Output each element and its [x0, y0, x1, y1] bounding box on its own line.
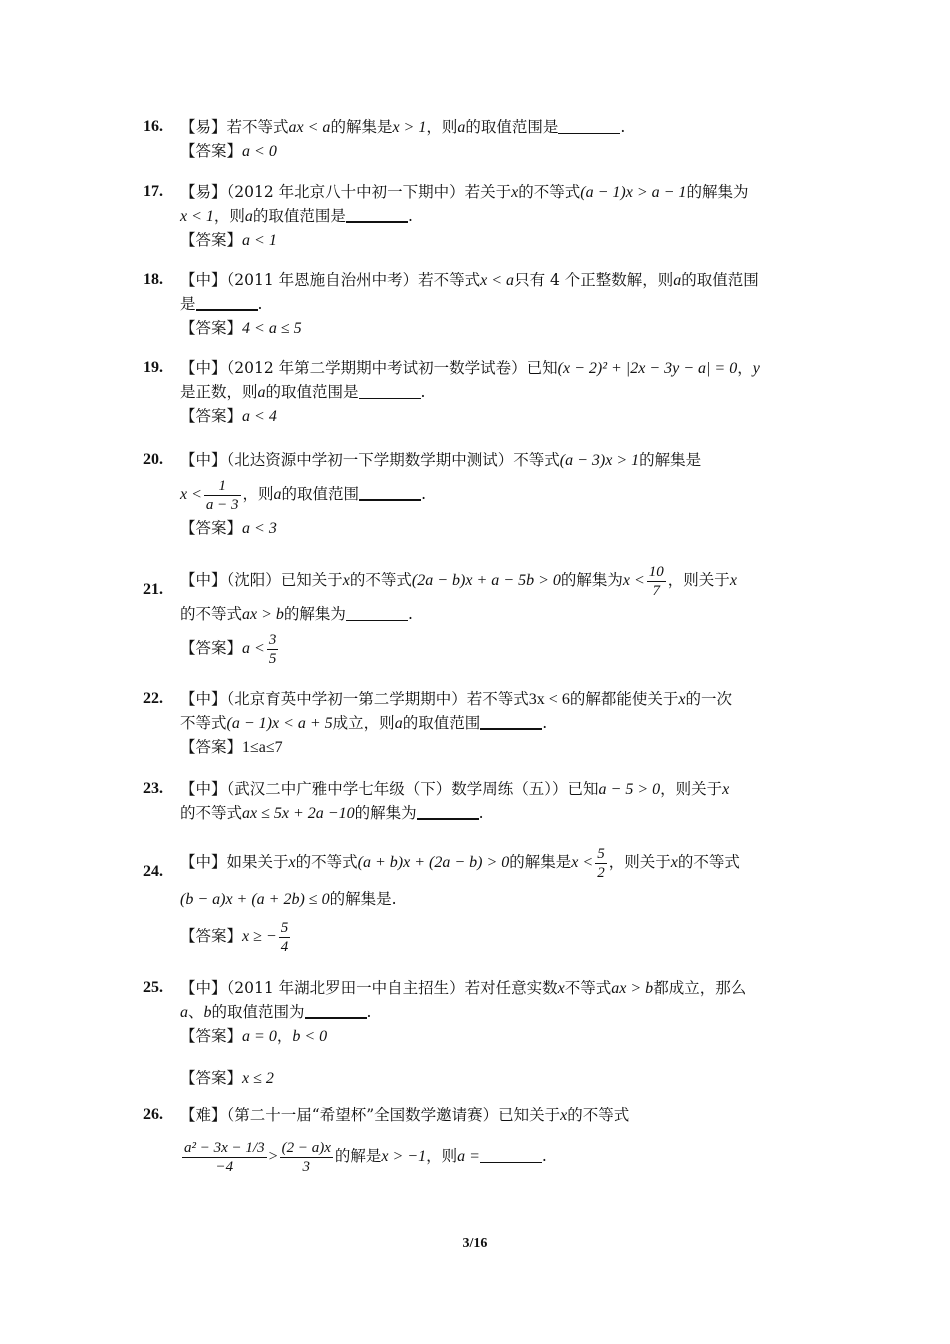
answer-label: 【答案】 — [180, 738, 243, 756]
math-var: a — [457, 119, 466, 136]
answer-label: 【答案】 — [180, 1027, 243, 1045]
stem-text: 的解集为 — [354, 804, 417, 822]
math-inequality: ax > b — [611, 980, 654, 997]
fraction-denominator: a − 3 — [205, 496, 239, 513]
math-set: x < — [622, 572, 645, 589]
stem-text: 的不等式 — [180, 605, 243, 623]
stem-text: ，则关于 — [660, 780, 723, 798]
stem-text: 的取值范围是 — [465, 118, 559, 136]
stem-text: 不等式 — [180, 714, 227, 732]
math-var: a — [273, 486, 282, 503]
math-set: x < — [571, 854, 594, 871]
math-inequality: (a − 1)x > a − 1 — [580, 184, 687, 201]
fraction-denominator: 7 — [647, 581, 666, 600]
stem-text: 已知 — [567, 780, 599, 798]
period: . — [407, 207, 413, 225]
math-operator: > — [268, 1148, 278, 1165]
math-var: x — [670, 854, 678, 871]
math-condition: a − 5 > 0 — [598, 781, 661, 798]
stem-text: 的取值范围 — [402, 714, 481, 732]
source-text: （2012 年北京八十中初一下期中） — [226, 183, 465, 201]
fraction-denominator: 4 — [280, 938, 289, 955]
answer-value: a < 0 — [242, 143, 277, 160]
fraction-denominator: 5 — [268, 650, 277, 667]
question-number: 26. — [143, 1106, 163, 1123]
math-set: x > −1 — [381, 1148, 427, 1165]
stem-text: 已知 — [526, 359, 558, 377]
stem-text: 已知关于 — [280, 571, 343, 589]
stem-text: 不等式 — [513, 451, 560, 469]
math-inequality: ax ≤ 5x + 2a −10 — [242, 805, 355, 822]
page-number: 3/16 — [462, 1236, 488, 1251]
stem-text: 的取值范围 — [681, 271, 759, 289]
stem-text: 的不等式 — [677, 853, 740, 871]
stem-text: 的解集是 — [509, 853, 572, 871]
answer-label: 【答案】 — [180, 1069, 243, 1087]
math-inequality: (b − a)x + (a + 2b) ≤ 0 — [180, 891, 330, 908]
question-16 — [143, 115, 823, 163]
question-19 — [143, 356, 823, 428]
fraction-numerator: 5 — [597, 845, 605, 862]
source-text: （北京育英中学初一第二学期期中） — [226, 690, 467, 708]
separator: 、 — [188, 1003, 204, 1021]
source-text: （2012 年第二学期期中考试初一数学试卷） — [226, 359, 527, 377]
math-inequality: (a − 1)x < a + 5 — [226, 715, 333, 732]
answer-label: 【答案】 — [180, 142, 243, 160]
stem-text: 的不等式 — [518, 183, 581, 201]
stem-text: ，则 — [213, 207, 245, 225]
math-var: b — [203, 1004, 212, 1021]
question-18 — [143, 268, 823, 340]
math-var: x — [729, 572, 737, 589]
stem-text: ，则 — [426, 118, 458, 136]
question-number: 23. — [143, 780, 163, 797]
stem-text: 不等式 — [564, 979, 612, 997]
answer-label: 【答案】 — [180, 519, 243, 537]
question-number: 25. — [143, 979, 163, 996]
stem-text: 的解集是 — [330, 118, 393, 136]
fraction-numerator: (2 − a)x — [281, 1139, 331, 1156]
answer-blank — [196, 293, 258, 311]
question-number: 21. — [143, 581, 163, 598]
stem-text: 的一次 — [685, 690, 732, 708]
question-number: 18. — [143, 271, 163, 288]
stem-text: 的解集为 — [686, 183, 749, 201]
difficulty-badge: 【中】 — [180, 780, 227, 798]
math-fraction — [595, 845, 607, 882]
answer-label: 【答案】 — [180, 407, 243, 425]
math-var: y — [752, 360, 760, 377]
stem-text: 的不等式 — [349, 571, 412, 589]
stem-text: 已知关于 — [498, 1106, 561, 1124]
fraction-numerator: 3 — [268, 631, 277, 648]
period: . — [407, 605, 413, 623]
answer-value: 4 < a ≤ 5 — [242, 320, 302, 337]
stem-text: ，则 — [242, 485, 274, 503]
answer-label: 【答案】 — [180, 639, 243, 657]
question-25 — [143, 976, 823, 1090]
math-inequality: x < a — [480, 272, 515, 289]
answer-value: x ≤ 2 — [242, 1070, 274, 1087]
fraction-numerator: 5 — [280, 919, 289, 936]
question-26 — [143, 1103, 823, 1185]
math-expression: (x − 2)² + |2x − 3y − a| = 0 — [557, 360, 738, 377]
math-var: x — [511, 184, 519, 201]
stem-text: 的不等式 — [295, 853, 358, 871]
math-var: x — [288, 854, 296, 871]
difficulty-badge: 【中】 — [180, 271, 227, 289]
question-22 — [143, 687, 823, 759]
period: . — [421, 485, 426, 503]
stem-text: ，则关于 — [608, 853, 671, 871]
period: . — [542, 714, 548, 732]
difficulty-badge: 【难】 — [180, 1106, 227, 1124]
math-var: x — [722, 781, 730, 798]
answer-label: 【答案】 — [180, 927, 243, 945]
math-fraction — [280, 1139, 333, 1176]
stem-text: 的取值范围为 — [211, 1003, 305, 1021]
math-inequality: (a − 3)x > 1 — [559, 452, 640, 469]
fraction-denominator: 2 — [597, 864, 605, 881]
stem-text: ，则关于 — [667, 571, 730, 589]
math-fraction — [647, 563, 666, 600]
math-var: a — [244, 208, 253, 225]
stem-text: ，则 — [426, 1147, 458, 1165]
stem-text: 的解都能使关于 — [569, 690, 679, 708]
question-20 — [143, 448, 823, 540]
math-fraction — [204, 477, 241, 514]
math-fraction — [182, 1139, 267, 1176]
stem-text: 若关于 — [464, 183, 512, 201]
stem-text: 的取值范围 — [281, 485, 360, 503]
question-number: 22. — [143, 690, 163, 707]
answer-blank — [346, 205, 408, 223]
answer-blank — [359, 483, 421, 501]
fraction-numerator: a² − 3x − 1/3 — [184, 1139, 265, 1156]
answer-blank — [480, 1146, 542, 1163]
question-17 — [143, 180, 823, 252]
difficulty-badge: 【中】 — [180, 359, 227, 377]
math-var: a — [257, 384, 266, 401]
stem-text: 是正数，则 — [180, 383, 258, 401]
stem-text: ， — [737, 359, 753, 377]
fraction-numerator: 10 — [648, 563, 664, 580]
math-var: x — [560, 1107, 568, 1124]
math-inequality: (2a − b)x + a − 5b > 0 — [411, 572, 561, 589]
question-number: 17. — [143, 183, 163, 200]
answer-value: a < — [242, 640, 265, 657]
answer-value: b < 0 — [292, 1028, 328, 1045]
stem-text: 的解集是. — [329, 890, 397, 908]
stem-text: 的不等式 — [567, 1106, 630, 1124]
math-var: a — [394, 715, 403, 732]
answer-blank — [346, 604, 408, 621]
math-var: x — [342, 572, 350, 589]
difficulty-badge: 【中】 — [180, 451, 227, 469]
math-set: x < 1 — [180, 208, 214, 225]
question-number: 19. — [143, 359, 163, 376]
stem-text: 的解集为 — [283, 605, 346, 623]
period: . — [620, 118, 626, 136]
math-set: x > 1 — [392, 119, 427, 136]
math-var: x — [557, 980, 565, 997]
math-fraction — [267, 631, 279, 668]
difficulty-badge: 【中】 — [180, 853, 227, 871]
answer-label: 【答案】 — [180, 319, 243, 337]
answer-value: a < 3 — [242, 520, 277, 537]
answer-blank — [558, 117, 620, 134]
difficulty-badge: 【易】 — [180, 118, 227, 136]
period: . — [366, 1003, 372, 1021]
period: . — [420, 383, 426, 401]
stem-text: 只有 4 个正整数解，则 — [514, 271, 674, 289]
answer-value: 1≤a≤7 — [242, 739, 283, 756]
math-var: x — [678, 691, 686, 708]
stem-text: 是 — [180, 295, 196, 313]
question-number: 16. — [143, 118, 163, 135]
answer-blank — [305, 1001, 367, 1019]
fraction-numerator: 1 — [218, 477, 226, 494]
source-text: （沈阳） — [226, 571, 281, 589]
math-inequality: 3x < 6 — [528, 691, 570, 708]
answer-value: a = 0 — [242, 1028, 277, 1045]
source-text: （2011 年湖北罗田一中自主招生） — [226, 979, 465, 997]
source-text: （武汉二中广雅中学七年级（下）数学周练（五）） — [226, 780, 568, 798]
math-inequality: ax > b — [242, 606, 284, 623]
stem-text: 都成立，那么 — [653, 979, 747, 997]
stem-text: 的不等式 — [180, 804, 243, 822]
source-text: （第二十一届“希望杯”全国数学邀请赛） — [226, 1106, 499, 1124]
period: . — [541, 1147, 547, 1165]
math-var: a — [673, 272, 682, 289]
answer-label: 【答案】 — [180, 231, 243, 249]
fraction-denominator: 3 — [280, 1157, 333, 1176]
answer-value: a < 4 — [242, 408, 277, 425]
difficulty-badge: 【中】 — [180, 571, 227, 589]
answer-blank — [417, 802, 479, 820]
question-number: 24. — [143, 863, 163, 880]
question-number: 20. — [143, 451, 163, 468]
math-fraction — [279, 919, 291, 956]
fraction-denominator: −4 — [182, 1157, 267, 1176]
math-ask: a = — [457, 1148, 480, 1165]
stem-text: 的解集为 — [560, 571, 623, 589]
separator: ， — [276, 1027, 293, 1045]
question-23 — [143, 777, 823, 825]
difficulty-badge: 【易】 — [180, 183, 227, 201]
answer-blank — [359, 382, 421, 399]
stem-text: 成立，则 — [332, 714, 395, 732]
difficulty-badge: 【中】 — [180, 690, 227, 708]
stem-text: 的解是 — [334, 1147, 382, 1165]
answer-value: a < 1 — [242, 232, 277, 249]
stem-text: 的解集是 — [639, 451, 702, 469]
stem-text: 的取值范围是 — [252, 207, 346, 225]
period: . — [478, 804, 484, 822]
difficulty-badge: 【中】 — [180, 979, 227, 997]
answer-blank — [480, 712, 542, 730]
stem-text: 如果关于 — [226, 853, 289, 871]
stem-text: 若不等式 — [418, 271, 481, 289]
source-text: （北达资源中学初一下学期数学期中测试） — [226, 451, 514, 469]
period: . — [257, 295, 263, 313]
stem-text: 若不等式 — [226, 118, 289, 136]
answer-value: x ≥ − — [242, 928, 277, 945]
source-text: （2011 年恩施自治州中考） — [226, 271, 419, 289]
math-inequality: (a + b)x + (2a − b) > 0 — [357, 854, 510, 871]
question-24 — [143, 840, 823, 958]
stem-text: 若对任意实数 — [464, 979, 558, 997]
question-21 — [143, 558, 823, 670]
stem-text: 的取值范围是 — [265, 383, 359, 401]
stem-text: 若不等式 — [466, 690, 529, 708]
math-var: a — [180, 1004, 188, 1021]
math-set: x < — [180, 486, 202, 503]
math-inequality: ax < a — [288, 119, 331, 136]
